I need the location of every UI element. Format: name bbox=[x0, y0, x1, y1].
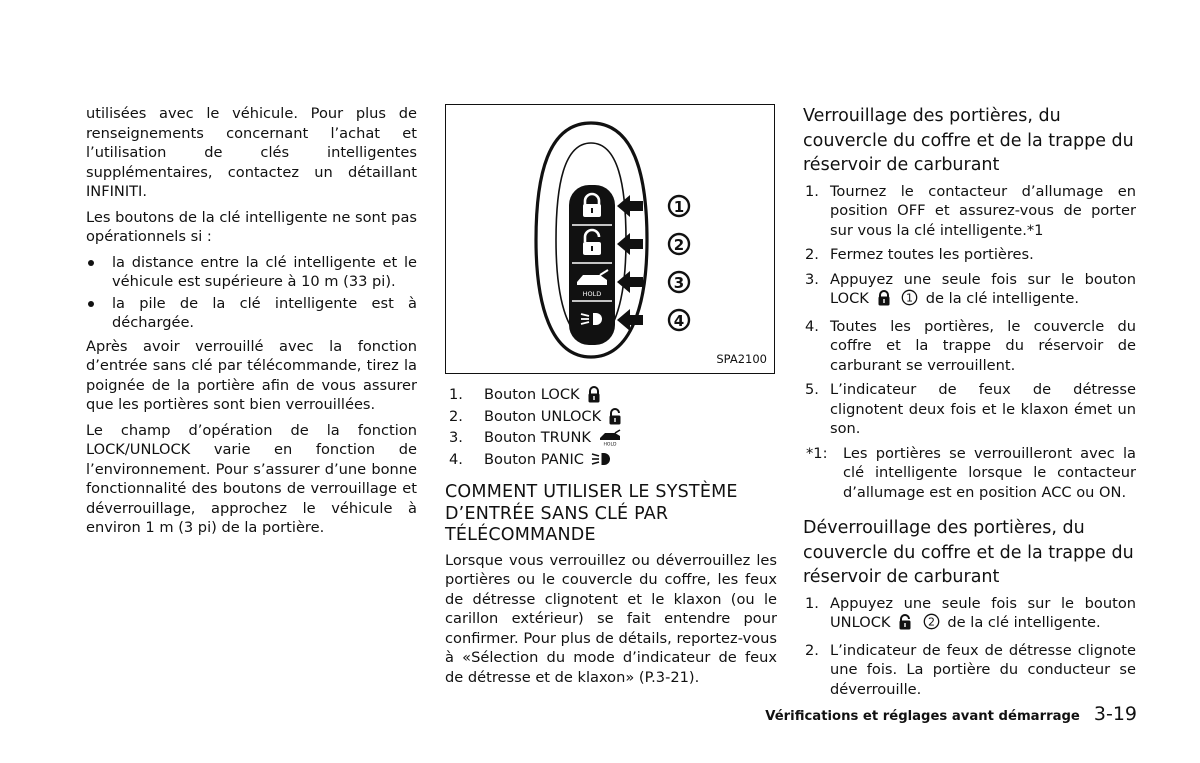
page-number: 3-19 bbox=[1093, 703, 1137, 725]
paragraph: utilisées avec le véhicule. Pour plus de renseignements concernant l’achat et l’utilisation de clés intelligentes supplémentaires, contactez un détaillant INFINITI. bbox=[86, 105, 417, 200]
step-text: Tournez le contacteur d’allumage en position OFF et assurez-vous de porter sur vous la clé intelligente.*1 bbox=[830, 182, 1136, 239]
paragraph: Après avoir verrouillé avec la fonction d’entrée sans clé par télécommande, tirez la poignée de la portière afin de vous assurer que les portières sont bien verrouillées. bbox=[86, 337, 417, 413]
svg-text:2: 2 bbox=[927, 615, 935, 629]
caption-label: Bouton UNLOCK bbox=[484, 407, 602, 425]
paragraph: Les boutons de la clé intelligente ne sont pas opérationnels si : bbox=[86, 208, 417, 245]
chapter-title: Vérifications et réglages avant démarrage bbox=[765, 709, 1080, 724]
right-column bbox=[803, 104, 1136, 704]
list-item bbox=[803, 270, 1136, 312]
paragraph: Le champ d’opération de la fonction LOCK/UNLOCK varie en fonction de l’environnement. Pour s’assurer d’une bonne fonctionnalité des boutons de verrouillage et déverrouillage, approchez le véhicule à environ 1 m (3 pi) de la portière. bbox=[86, 421, 417, 536]
list-item: la pile de la clé intelligente est à déchargée. bbox=[86, 294, 417, 333]
step-number: 2. bbox=[805, 641, 819, 659]
list-item bbox=[803, 594, 1136, 636]
list-item: la distance entre la clé intelligente et le véhicule est supérieure à 10 m (33 pi). bbox=[86, 253, 417, 292]
unlock-section-heading: Déverrouillage des portières, du couvercle du coffre et de la trappe du réservoir de carburant bbox=[803, 518, 1134, 587]
caption-number: 2. bbox=[449, 407, 463, 425]
left-column bbox=[86, 104, 417, 544]
caption-item bbox=[445, 427, 777, 449]
unlock-icon bbox=[898, 614, 912, 636]
footnote bbox=[803, 444, 1136, 503]
svg-text:2: 2 bbox=[673, 236, 685, 254]
circled-number-1 bbox=[901, 289, 918, 312]
caption-item bbox=[445, 449, 777, 471]
step-number: 1. bbox=[805, 182, 819, 200]
caption-item bbox=[445, 384, 777, 406]
lock-icon bbox=[877, 290, 891, 312]
step-text: L’indicateur de feux de détresse clignotent deux fois et le klaxon émet un son. bbox=[830, 381, 1136, 437]
step-text: de la clé intelligente. bbox=[925, 290, 1079, 307]
footnote-text: Les portières se verrouilleront avec la clé intelligente lorsque le contacteur d’allumage est en position ACC ou ON. bbox=[843, 444, 1136, 501]
hold-label: HOLD bbox=[582, 290, 602, 298]
list-item bbox=[803, 641, 1136, 700]
step-text: L’indicateur de feux de détresse clignote une fois. La portière du conducteur se déverrouille. bbox=[830, 641, 1136, 698]
lock-steps-list bbox=[803, 182, 1136, 439]
callout-1 bbox=[669, 196, 689, 216]
caption-label: Bouton TRUNK bbox=[484, 429, 591, 446]
caption-label: Bouton LOCK bbox=[484, 386, 580, 403]
paragraph: Lorsque vous verrouillez ou déverrouillez les portières ou le couvercle du coffre, les feux de détresse clignotent et le klaxon (ou le carillon extérieur) se fait entendre pour confirmer. Pour plus de détails, reportez-vous à «Sélection du mode d’indicateur de feux de détresse et de klaxon» (P.3-21). bbox=[445, 551, 777, 686]
caption-label: Bouton PANIC bbox=[484, 450, 584, 468]
svg-text:HOLD: HOLD bbox=[603, 442, 617, 447]
callout-3 bbox=[669, 272, 689, 292]
list-item bbox=[803, 245, 1136, 265]
step-text: Appuyez une seule fois sur le bouton UNLOCK bbox=[830, 594, 1136, 631]
callout-4 bbox=[669, 310, 689, 330]
key-fob-figure bbox=[445, 104, 775, 374]
svg-text:3: 3 bbox=[673, 274, 685, 292]
caption-list bbox=[445, 384, 777, 470]
footnote-mark: *1: bbox=[806, 444, 828, 462]
svg-text:4: 4 bbox=[673, 312, 685, 330]
list-item bbox=[803, 317, 1136, 376]
caption-number: 4. bbox=[449, 450, 463, 468]
list-item bbox=[803, 380, 1136, 439]
step-text: Fermez toutes les portières. bbox=[830, 246, 1034, 263]
bullet-list bbox=[86, 253, 417, 333]
lock-section-heading: Verrouillage des portières, du couvercle du coffre et de la trappe du réservoir de carburant bbox=[803, 106, 1134, 175]
section-heading: COMMENT UTILISER LE SYSTÈME D’ENTRÉE SANS CLÉ PAR TÉLÉCOMMANDE bbox=[445, 482, 738, 545]
step-text: Toutes les portières, le couvercle du coffre et la trappe du réservoir de carburant se verrouillent. bbox=[830, 317, 1136, 374]
step-number: 2. bbox=[805, 246, 819, 263]
circled-number-2 bbox=[923, 613, 940, 636]
step-number: 3. bbox=[805, 270, 819, 288]
page-footer bbox=[765, 703, 1137, 725]
trunk-icon bbox=[598, 429, 622, 446]
unlock-icon bbox=[608, 408, 622, 425]
unlock-steps-list bbox=[803, 594, 1136, 700]
list-item bbox=[803, 182, 1136, 241]
middle-column bbox=[445, 104, 777, 693]
step-text: Appuyez une seule fois sur le bouton LOCK bbox=[830, 270, 1136, 307]
panic-icon bbox=[591, 451, 611, 467]
step-number: 1. bbox=[805, 594, 819, 612]
svg-text:1: 1 bbox=[906, 291, 914, 305]
caption-number: 1. bbox=[449, 386, 463, 403]
step-number: 4. bbox=[805, 317, 819, 335]
caption-number: 3. bbox=[449, 429, 463, 446]
step-number: 5. bbox=[805, 381, 819, 398]
svg-text:1: 1 bbox=[673, 198, 685, 216]
figure-code: SPA2100 bbox=[716, 351, 767, 366]
lock-icon bbox=[587, 386, 601, 403]
step-text: de la clé intelligente. bbox=[947, 614, 1101, 631]
key-fob-illustration bbox=[446, 105, 776, 375]
caption-item bbox=[445, 406, 777, 428]
callout-2 bbox=[669, 234, 689, 254]
